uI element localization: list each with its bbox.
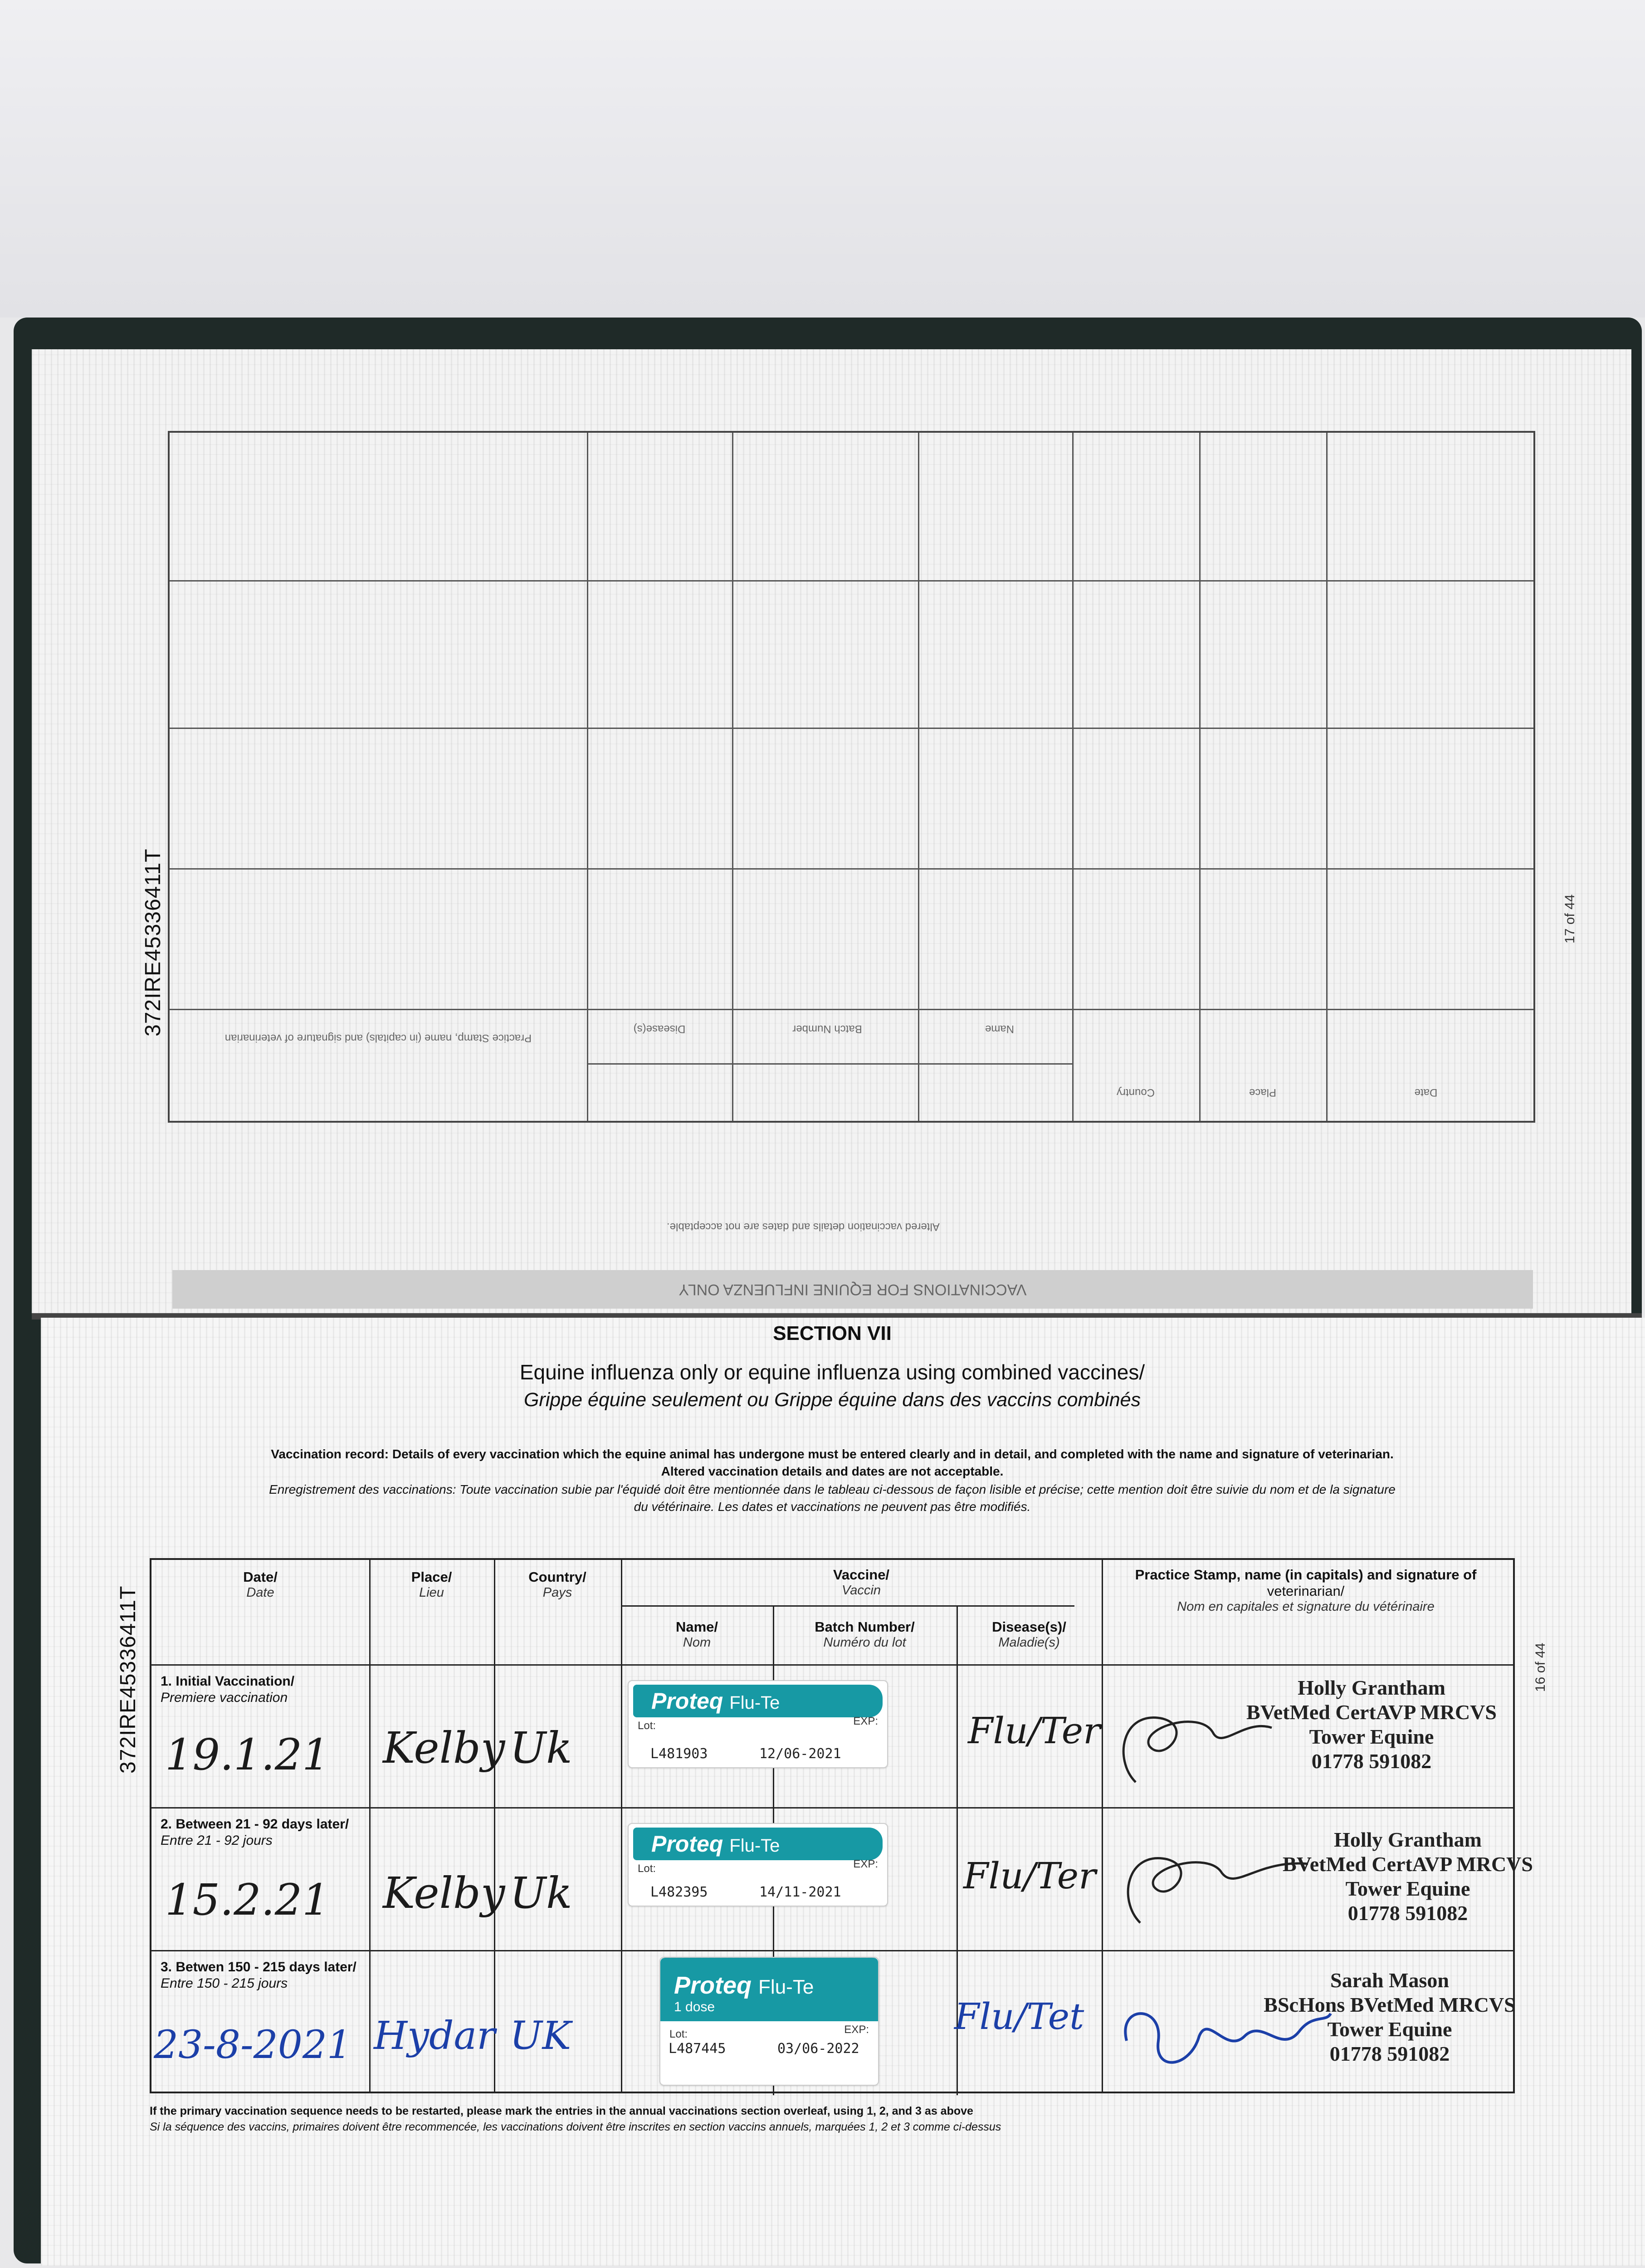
intro-french-2: du vétérinaire. Les dates et vaccinations ne peuvent pas être modifiés.	[634, 1500, 1031, 1514]
row3-vaccine-sticker	[659, 1957, 879, 2086]
section-heading: SECTION VII	[773, 1322, 892, 1344]
row3-place: Hydar	[374, 2014, 495, 2058]
upper-country-header: Country	[1116, 1086, 1155, 1099]
row2-exp-label: EXP:	[853, 1858, 878, 1870]
row2-expiry: 14/11-2021	[759, 1884, 841, 1900]
passport-id-lower: 372IRE45336411T	[116, 1585, 140, 1774]
upper-section-title: VACCINATIONS FOR EQUINE INFLUENZA ONLY	[679, 1281, 1027, 1298]
upper-page	[32, 349, 1631, 1313]
vaccination-table	[150, 1558, 1533, 2093]
row3-batch-number: L487445	[669, 2041, 726, 2057]
intro-english-1: Vaccination record: Details of every vaccination which the equine animal has undergone must be entered clearly and in detail, and completed with the name and signature of veterinarian.	[271, 1447, 1394, 1461]
row2-label: 2. Between 21 - 92 days later/ Entre 21 - 92 jours	[161, 1817, 349, 1848]
row3-date: 23-8-2021	[154, 2023, 351, 2068]
row2-signature	[1108, 1832, 1326, 1936]
row3-vaccine-name: Proteq Flu-Te 1 dose	[660, 1958, 878, 2021]
upper-place-header: Place	[1249, 1086, 1277, 1099]
header-vaccine: Vaccine/ Vaccin	[833, 1567, 890, 1598]
row1-batch-number: L481903	[650, 1746, 708, 1762]
header-stamp: Practice Stamp, name (in capitals) and signature of veterinarian/ Nom en capitales et signature du vétérinaire	[1135, 1567, 1477, 1614]
scanner-background	[0, 0, 1645, 318]
footer-english: If the primary vaccination sequence needs to be restarted, please mark the entries in the annual vaccinations section overleaf, using 1, 2, and 3 as above	[150, 2105, 973, 2117]
footer-french: Si la séquence des vaccins, primaires doivent être recommencée, les vaccinations doivent être inscrites en section vaccins annuels, marquées 1, 2 et 3 comme ci-dessus	[150, 2121, 1001, 2133]
upper-warning-text: Altered vaccination details and dates are not acceptable.	[667, 1221, 940, 1233]
row1-expiry: 12/06-2021	[759, 1746, 841, 1762]
row3-expiry: 03/06-2022	[777, 2041, 859, 2057]
row3-country: UK	[510, 2014, 571, 2058]
row1-exp-label: EXP:	[853, 1715, 878, 1727]
row3-disease: Flu/Tet	[954, 1995, 1084, 2038]
header-country: Country/ Pays	[528, 1569, 586, 1600]
row1-country: Uk	[510, 1723, 572, 1773]
row3-label: 3. Betwen 150 - 215 days later/ Entre 150 - 215 jours	[161, 1960, 356, 1991]
row2-vaccine-name: Proteq Flu-Te	[633, 1828, 883, 1860]
upper-vaccination-table	[168, 431, 1535, 1123]
row2-lot-label: Lot:	[638, 1862, 656, 1875]
header-batch: Batch Number/ Numéro du lot	[815, 1619, 915, 1650]
row2-date: 15.2.21	[165, 1875, 330, 1925]
upper-section-band	[172, 1270, 1533, 1309]
row2-batch-number: L482395	[650, 1884, 708, 1900]
header-name: Name/ Nom	[675, 1619, 718, 1650]
header-date: Date/ Date	[243, 1569, 278, 1600]
row1-lot-label: Lot:	[638, 1720, 656, 1732]
row2-disease: Flu/Ter	[963, 1855, 1096, 1897]
row1-place: Kelby	[383, 1723, 505, 1773]
row3-dose: 1 dose	[674, 1999, 715, 2014]
upper-stamp-header: Practice Stamp, name (in capitals) and signature of veterinarian	[225, 1032, 532, 1044]
row2-country: Uk	[510, 1868, 572, 1918]
header-disease: Disease(s)/ Maladie(s)	[992, 1619, 1066, 1650]
row1-vaccine-name: Proteq Flu-Te	[633, 1685, 883, 1717]
title-english: Equine influenza only or equine influenza using combined vaccines/	[519, 1360, 1145, 1384]
upper-name-header: Name	[985, 1023, 1015, 1035]
row1-vet-stamp: Holly Grantham BVetMed CertAVP MRCVS Tower Equine 01778 591082	[1246, 1676, 1497, 1773]
row2-place: Kelby	[383, 1868, 505, 1918]
intro-english-2: Altered vaccination details and dates are not acceptable.	[661, 1464, 1004, 1478]
lower-page-number: 16 of 44	[1533, 1642, 1548, 1692]
row1-signature	[1108, 1691, 1299, 1796]
row3-signature	[1108, 1986, 1335, 2086]
row1-label: 1. Initial Vaccination/ Premiere vaccination	[161, 1674, 295, 1705]
row1-date: 19.1.21	[165, 1730, 330, 1780]
row2-vet-stamp: Holly Grantham BVetMed CertAVP MRCVS Tower Equine 01778 591082	[1283, 1828, 1533, 1925]
header-place: Place/ Lieu	[411, 1569, 452, 1600]
passport-id-upper: 372IRE45336411T	[141, 848, 165, 1036]
upper-disease-header: Disease(s)	[633, 1023, 686, 1035]
upper-date-header: Date	[1414, 1086, 1438, 1099]
upper-batch-header: Batch Number	[792, 1023, 862, 1035]
row3-vet-stamp: Sarah Mason BScHons BVetMed MRCVS Tower Equine 01778 591082	[1264, 1969, 1516, 2065]
upper-page-number: 17 of 44	[1562, 894, 1577, 943]
row1-disease: Flu/Ter	[968, 1710, 1101, 1752]
title-french: Grippe équine seulement ou Grippe équine dans des vaccins combinés	[523, 1389, 1141, 1411]
row3-exp-label: EXP:	[844, 2024, 869, 2036]
intro-french-1: Enregistrement des vaccinations: Toute vaccination subie par l'équidé doit être mentionnée dans le tableau ci-dessous de façon lisible et précise; cette mention doit être suivie du nom et de la signature	[269, 1482, 1396, 1496]
row3-lot-label: Lot:	[669, 2028, 688, 2040]
